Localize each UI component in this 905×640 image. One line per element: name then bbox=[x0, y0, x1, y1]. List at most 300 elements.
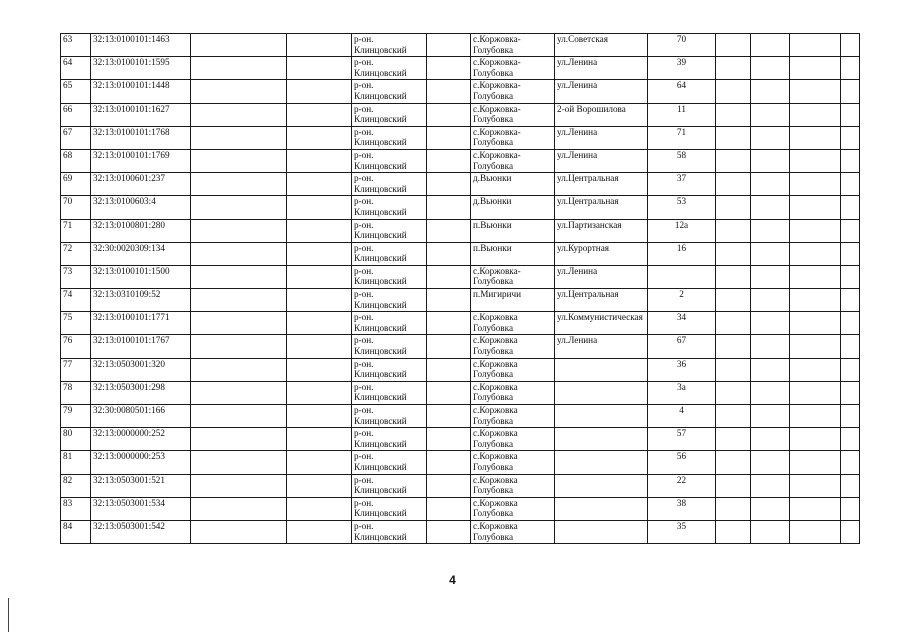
locality-line: с.Коржовка- bbox=[473, 80, 521, 91]
table-row bbox=[61, 80, 860, 103]
district-line: Клинцовский bbox=[354, 485, 407, 496]
house-number: 57 bbox=[648, 428, 716, 451]
district-line: р-он. bbox=[354, 358, 374, 369]
district-line: р-он. bbox=[354, 312, 374, 323]
empty-cell bbox=[841, 80, 860, 103]
district-line: р-он. bbox=[354, 497, 374, 508]
cadastral-number: 32:30:0080501:166 bbox=[91, 405, 191, 428]
district-line: Клинцовский bbox=[354, 90, 407, 101]
empty-cell bbox=[716, 451, 751, 474]
street bbox=[555, 451, 648, 474]
empty-cell bbox=[790, 451, 841, 474]
district bbox=[352, 265, 427, 288]
house-number: 71 bbox=[648, 126, 716, 149]
empty-cell bbox=[790, 312, 841, 335]
row-number: 67 bbox=[61, 126, 91, 149]
table-row bbox=[61, 242, 860, 265]
district bbox=[352, 405, 427, 428]
locality-line: Голубовка bbox=[473, 531, 514, 542]
empty-cell bbox=[841, 451, 860, 474]
locality bbox=[471, 289, 555, 312]
table-row bbox=[61, 265, 860, 288]
street bbox=[555, 358, 648, 381]
empty-cell bbox=[751, 126, 790, 149]
empty-cell bbox=[287, 57, 352, 80]
table-row bbox=[61, 474, 860, 497]
table-body bbox=[61, 34, 860, 544]
district-line: р-он. bbox=[354, 219, 374, 230]
empty-cell bbox=[191, 428, 287, 451]
house-number: 11 bbox=[648, 103, 716, 126]
empty-cell bbox=[841, 428, 860, 451]
cadastral-number: 32:13:0100101:1627 bbox=[91, 103, 191, 126]
district-line: р-он. bbox=[354, 381, 374, 392]
cadastral-number: 32:13:0100101:1463 bbox=[91, 34, 191, 57]
empty-cell bbox=[790, 103, 841, 126]
row-number: 63 bbox=[61, 34, 91, 57]
district-line: р-он. bbox=[354, 34, 374, 44]
empty-cell bbox=[841, 312, 860, 335]
locality-line: Голубовка bbox=[473, 137, 514, 148]
street: ул.Коммунистическая bbox=[555, 312, 648, 335]
empty-cell bbox=[427, 173, 471, 196]
district-line: Клинцовский bbox=[354, 322, 407, 333]
empty-cell bbox=[841, 497, 860, 520]
empty-cell bbox=[841, 196, 860, 219]
row-number: 76 bbox=[61, 335, 91, 358]
table-row bbox=[61, 405, 860, 428]
district bbox=[352, 196, 427, 219]
empty-cell bbox=[790, 405, 841, 428]
district bbox=[352, 173, 427, 196]
house-number: 16 bbox=[648, 242, 716, 265]
row-number: 66 bbox=[61, 103, 91, 126]
empty-cell bbox=[751, 497, 790, 520]
empty-cell bbox=[790, 265, 841, 288]
empty-cell bbox=[287, 428, 352, 451]
empty-cell bbox=[841, 520, 860, 543]
cadastral-number: 32:13:0310109:52 bbox=[91, 289, 191, 312]
empty-cell bbox=[427, 149, 471, 172]
empty-cell bbox=[427, 358, 471, 381]
district-line: р-он. bbox=[354, 474, 374, 485]
locality-line: с.Коржовка- bbox=[473, 126, 521, 137]
empty-cell bbox=[751, 149, 790, 172]
empty-cell bbox=[427, 289, 471, 312]
empty-cell bbox=[427, 428, 471, 451]
empty-cell bbox=[751, 57, 790, 80]
house-number: 35 bbox=[648, 520, 716, 543]
empty-cell bbox=[427, 381, 471, 404]
locality-line: Голубовка bbox=[473, 90, 514, 101]
locality bbox=[471, 405, 555, 428]
district-line: Клинцовский bbox=[354, 461, 407, 472]
empty-cell bbox=[716, 149, 751, 172]
empty-cell bbox=[287, 312, 352, 335]
district bbox=[352, 358, 427, 381]
empty-cell bbox=[790, 242, 841, 265]
district-line: Клинцовский bbox=[354, 206, 407, 217]
district bbox=[352, 242, 427, 265]
locality bbox=[471, 34, 555, 57]
cadastral-number: 32:13:0000000:252 bbox=[91, 428, 191, 451]
locality bbox=[471, 265, 555, 288]
empty-cell bbox=[790, 335, 841, 358]
district bbox=[352, 103, 427, 126]
street bbox=[555, 428, 648, 451]
house-number: 4 bbox=[648, 405, 716, 428]
empty-cell bbox=[841, 219, 860, 242]
empty-cell bbox=[841, 358, 860, 381]
empty-cell bbox=[751, 242, 790, 265]
cadastral-number: 32:13:0100101:1767 bbox=[91, 335, 191, 358]
empty-cell bbox=[716, 497, 751, 520]
empty-cell bbox=[191, 242, 287, 265]
empty-cell bbox=[427, 126, 471, 149]
empty-cell bbox=[716, 219, 751, 242]
empty-cell bbox=[427, 34, 471, 57]
empty-cell bbox=[751, 381, 790, 404]
row-number: 65 bbox=[61, 80, 91, 103]
empty-cell bbox=[716, 242, 751, 265]
street: ул.Центральная bbox=[555, 173, 648, 196]
table-row bbox=[61, 312, 860, 335]
street: ул.Советская bbox=[555, 34, 648, 57]
empty-cell bbox=[841, 335, 860, 358]
page-number: 4 bbox=[449, 573, 456, 587]
street bbox=[555, 520, 648, 543]
row-number: 80 bbox=[61, 428, 91, 451]
table-row bbox=[61, 103, 860, 126]
street: ул.Партизанская bbox=[555, 219, 648, 242]
street bbox=[555, 381, 648, 404]
table-row bbox=[61, 34, 860, 57]
locality-line: Голубовка bbox=[473, 44, 514, 55]
table-row bbox=[61, 149, 860, 172]
empty-cell bbox=[191, 219, 287, 242]
house-number: 53 bbox=[648, 196, 716, 219]
empty-cell bbox=[790, 80, 841, 103]
locality bbox=[471, 196, 555, 219]
district-line: р-он. bbox=[354, 80, 374, 91]
locality bbox=[471, 497, 555, 520]
district-line: р-он. bbox=[354, 149, 374, 160]
empty-cell bbox=[790, 428, 841, 451]
table-row bbox=[61, 451, 860, 474]
empty-cell bbox=[287, 34, 352, 57]
scan-edge-mark bbox=[8, 598, 9, 632]
district-line: Клинцовский bbox=[354, 137, 407, 148]
empty-cell bbox=[716, 335, 751, 358]
cadastral-number: 32:13:0100101:1500 bbox=[91, 265, 191, 288]
empty-cell bbox=[287, 451, 352, 474]
empty-cell bbox=[191, 289, 287, 312]
district-line: р-он. bbox=[354, 126, 374, 137]
locality bbox=[471, 103, 555, 126]
row-number: 71 bbox=[61, 219, 91, 242]
empty-cell bbox=[751, 358, 790, 381]
empty-cell bbox=[287, 520, 352, 543]
locality-line: с.Коржовка bbox=[473, 451, 518, 462]
district-line: р-он. bbox=[354, 289, 374, 300]
district bbox=[352, 126, 427, 149]
empty-cell bbox=[751, 312, 790, 335]
empty-cell bbox=[751, 474, 790, 497]
district bbox=[352, 57, 427, 80]
district-line: Клинцовский bbox=[354, 438, 407, 449]
empty-cell bbox=[716, 520, 751, 543]
table-row bbox=[61, 428, 860, 451]
district bbox=[352, 335, 427, 358]
empty-cell bbox=[751, 265, 790, 288]
row-number: 83 bbox=[61, 497, 91, 520]
empty-cell bbox=[751, 103, 790, 126]
property-table bbox=[60, 33, 860, 544]
empty-cell bbox=[716, 358, 751, 381]
locality bbox=[471, 57, 555, 80]
table-row bbox=[61, 126, 860, 149]
district-line: р-он. bbox=[354, 103, 374, 114]
empty-cell bbox=[287, 474, 352, 497]
locality-line: д.Вьюнки bbox=[473, 196, 512, 207]
cadastral-number: 32:13:0100101:1768 bbox=[91, 126, 191, 149]
empty-cell bbox=[716, 57, 751, 80]
empty-cell bbox=[427, 497, 471, 520]
district bbox=[352, 474, 427, 497]
empty-cell bbox=[191, 474, 287, 497]
locality bbox=[471, 173, 555, 196]
house-number: 36 bbox=[648, 358, 716, 381]
district bbox=[352, 520, 427, 543]
empty-cell bbox=[287, 265, 352, 288]
table-row bbox=[61, 381, 860, 404]
locality-line: с.Коржовка bbox=[473, 335, 518, 346]
empty-cell bbox=[716, 80, 751, 103]
locality-line: с.Коржовка bbox=[473, 474, 518, 485]
cadastral-number: 32:13:0000000:253 bbox=[91, 451, 191, 474]
district bbox=[352, 497, 427, 520]
table-row bbox=[61, 289, 860, 312]
district-line: р-он. bbox=[354, 405, 374, 415]
locality bbox=[471, 381, 555, 404]
empty-cell bbox=[287, 335, 352, 358]
locality-line: с.Коржовка bbox=[473, 497, 518, 508]
empty-cell bbox=[191, 381, 287, 404]
empty-cell bbox=[716, 126, 751, 149]
street: ул.Ленина bbox=[555, 80, 648, 103]
empty-cell bbox=[790, 474, 841, 497]
locality-line: Голубовка bbox=[473, 369, 514, 380]
street: ул.Ленина bbox=[555, 335, 648, 358]
street bbox=[555, 497, 648, 520]
house-number: 64 bbox=[648, 80, 716, 103]
empty-cell bbox=[287, 242, 352, 265]
district bbox=[352, 80, 427, 103]
empty-cell bbox=[716, 405, 751, 428]
district bbox=[352, 451, 427, 474]
locality-line: с.Коржовка bbox=[473, 520, 518, 531]
locality-line: Голубовка bbox=[473, 322, 514, 333]
empty-cell bbox=[790, 34, 841, 57]
empty-cell bbox=[790, 219, 841, 242]
empty-cell bbox=[427, 312, 471, 335]
locality bbox=[471, 474, 555, 497]
cadastral-number: 32:13:0100101:1595 bbox=[91, 57, 191, 80]
cadastral-number: 32:13:0100101:1769 bbox=[91, 149, 191, 172]
table-row bbox=[61, 173, 860, 196]
district bbox=[352, 289, 427, 312]
empty-cell bbox=[716, 265, 751, 288]
locality-line: Голубовка bbox=[473, 461, 514, 472]
street: ул.Курортная bbox=[555, 242, 648, 265]
empty-cell bbox=[790, 57, 841, 80]
empty-cell bbox=[841, 242, 860, 265]
street: ул.Ленина bbox=[555, 126, 648, 149]
empty-cell bbox=[191, 149, 287, 172]
locality-line: с.Коржовка- bbox=[473, 57, 521, 68]
locality bbox=[471, 219, 555, 242]
empty-cell bbox=[427, 219, 471, 242]
locality bbox=[471, 149, 555, 172]
empty-cell bbox=[191, 312, 287, 335]
row-number: 74 bbox=[61, 289, 91, 312]
street: ул.Центральная bbox=[555, 196, 648, 219]
empty-cell bbox=[841, 57, 860, 80]
empty-cell bbox=[191, 405, 287, 428]
empty-cell bbox=[427, 265, 471, 288]
empty-cell bbox=[790, 358, 841, 381]
locality-line: Голубовка bbox=[473, 67, 514, 78]
empty-cell bbox=[716, 289, 751, 312]
locality bbox=[471, 242, 555, 265]
district-line: р-он. bbox=[354, 173, 374, 184]
house-number: 70 bbox=[648, 34, 716, 57]
cadastral-number: 32:30:0020309:134 bbox=[91, 242, 191, 265]
empty-cell bbox=[191, 335, 287, 358]
row-number: 82 bbox=[61, 474, 91, 497]
locality-line: с.Коржовка- bbox=[473, 265, 521, 276]
row-number: 75 bbox=[61, 312, 91, 335]
cadastral-number: 32:13:0100801:280 bbox=[91, 219, 191, 242]
district-line: Клинцовский bbox=[354, 230, 407, 241]
empty-cell bbox=[427, 405, 471, 428]
table-row bbox=[61, 219, 860, 242]
street bbox=[555, 405, 648, 428]
empty-cell bbox=[790, 126, 841, 149]
empty-cell bbox=[287, 173, 352, 196]
house-number: 34 bbox=[648, 312, 716, 335]
cadastral-number: 32:13:0503001:298 bbox=[91, 381, 191, 404]
cadastral-number: 32:13:0100101:1448 bbox=[91, 80, 191, 103]
empty-cell bbox=[790, 289, 841, 312]
locality-line: Голубовка bbox=[473, 508, 514, 519]
empty-cell bbox=[427, 57, 471, 80]
district bbox=[352, 381, 427, 404]
empty-cell bbox=[191, 173, 287, 196]
empty-cell bbox=[191, 451, 287, 474]
row-number: 72 bbox=[61, 242, 91, 265]
house-number: 3а bbox=[648, 381, 716, 404]
empty-cell bbox=[790, 173, 841, 196]
empty-cell bbox=[191, 80, 287, 103]
empty-cell bbox=[751, 219, 790, 242]
row-number: 81 bbox=[61, 451, 91, 474]
row-number: 84 bbox=[61, 520, 91, 543]
street: ул.Ленина bbox=[555, 149, 648, 172]
house-number bbox=[648, 265, 716, 288]
empty-cell bbox=[716, 103, 751, 126]
locality-line: Голубовка bbox=[473, 346, 514, 357]
empty-cell bbox=[790, 497, 841, 520]
district-line: р-он. bbox=[354, 57, 374, 68]
empty-cell bbox=[427, 520, 471, 543]
empty-cell bbox=[841, 265, 860, 288]
district-line: Клинцовский bbox=[354, 346, 407, 357]
empty-cell bbox=[287, 381, 352, 404]
empty-cell bbox=[427, 80, 471, 103]
district-line: Клинцовский bbox=[354, 67, 407, 78]
locality bbox=[471, 428, 555, 451]
empty-cell bbox=[751, 335, 790, 358]
empty-cell bbox=[716, 428, 751, 451]
row-number: 64 bbox=[61, 57, 91, 80]
empty-cell bbox=[790, 149, 841, 172]
district bbox=[352, 428, 427, 451]
row-number: 78 bbox=[61, 381, 91, 404]
empty-cell bbox=[751, 405, 790, 428]
cadastral-number: 32:13:0503001:534 bbox=[91, 497, 191, 520]
empty-cell bbox=[287, 80, 352, 103]
district bbox=[352, 149, 427, 172]
locality-line: с.Коржовка bbox=[473, 358, 518, 369]
empty-cell bbox=[751, 80, 790, 103]
empty-cell bbox=[287, 289, 352, 312]
table-row bbox=[61, 497, 860, 520]
empty-cell bbox=[841, 34, 860, 57]
locality-line: с.Коржовка- bbox=[473, 103, 521, 114]
locality-line: с.Коржовка bbox=[473, 312, 518, 323]
district-line: Клинцовский bbox=[354, 253, 407, 264]
empty-cell bbox=[191, 497, 287, 520]
table-row bbox=[61, 196, 860, 219]
empty-cell bbox=[287, 405, 352, 428]
table-row bbox=[61, 358, 860, 381]
empty-cell bbox=[191, 265, 287, 288]
street: ул.Ленина bbox=[555, 57, 648, 80]
locality-line: с.Коржовка- bbox=[473, 149, 521, 160]
empty-cell bbox=[751, 34, 790, 57]
cadastral-number: 32:13:0100603:4 bbox=[91, 196, 191, 219]
empty-cell bbox=[790, 381, 841, 404]
table-row bbox=[61, 520, 860, 543]
empty-cell bbox=[427, 242, 471, 265]
locality bbox=[471, 335, 555, 358]
locality-line: с.Коржовка- bbox=[473, 34, 521, 44]
locality bbox=[471, 312, 555, 335]
locality-line: п.Мигиричи bbox=[473, 289, 522, 300]
empty-cell bbox=[841, 474, 860, 497]
locality-line: д.Вьюнки bbox=[473, 173, 512, 184]
cadastral-number: 32:13:0100601:237 bbox=[91, 173, 191, 196]
cadastral-number: 32:13:0503001:521 bbox=[91, 474, 191, 497]
district-line: р-он. bbox=[354, 265, 374, 276]
house-number: 39 bbox=[648, 57, 716, 80]
empty-cell bbox=[287, 219, 352, 242]
row-number: 68 bbox=[61, 149, 91, 172]
locality-line: Голубовка bbox=[473, 392, 514, 403]
empty-cell bbox=[287, 103, 352, 126]
empty-cell bbox=[751, 196, 790, 219]
